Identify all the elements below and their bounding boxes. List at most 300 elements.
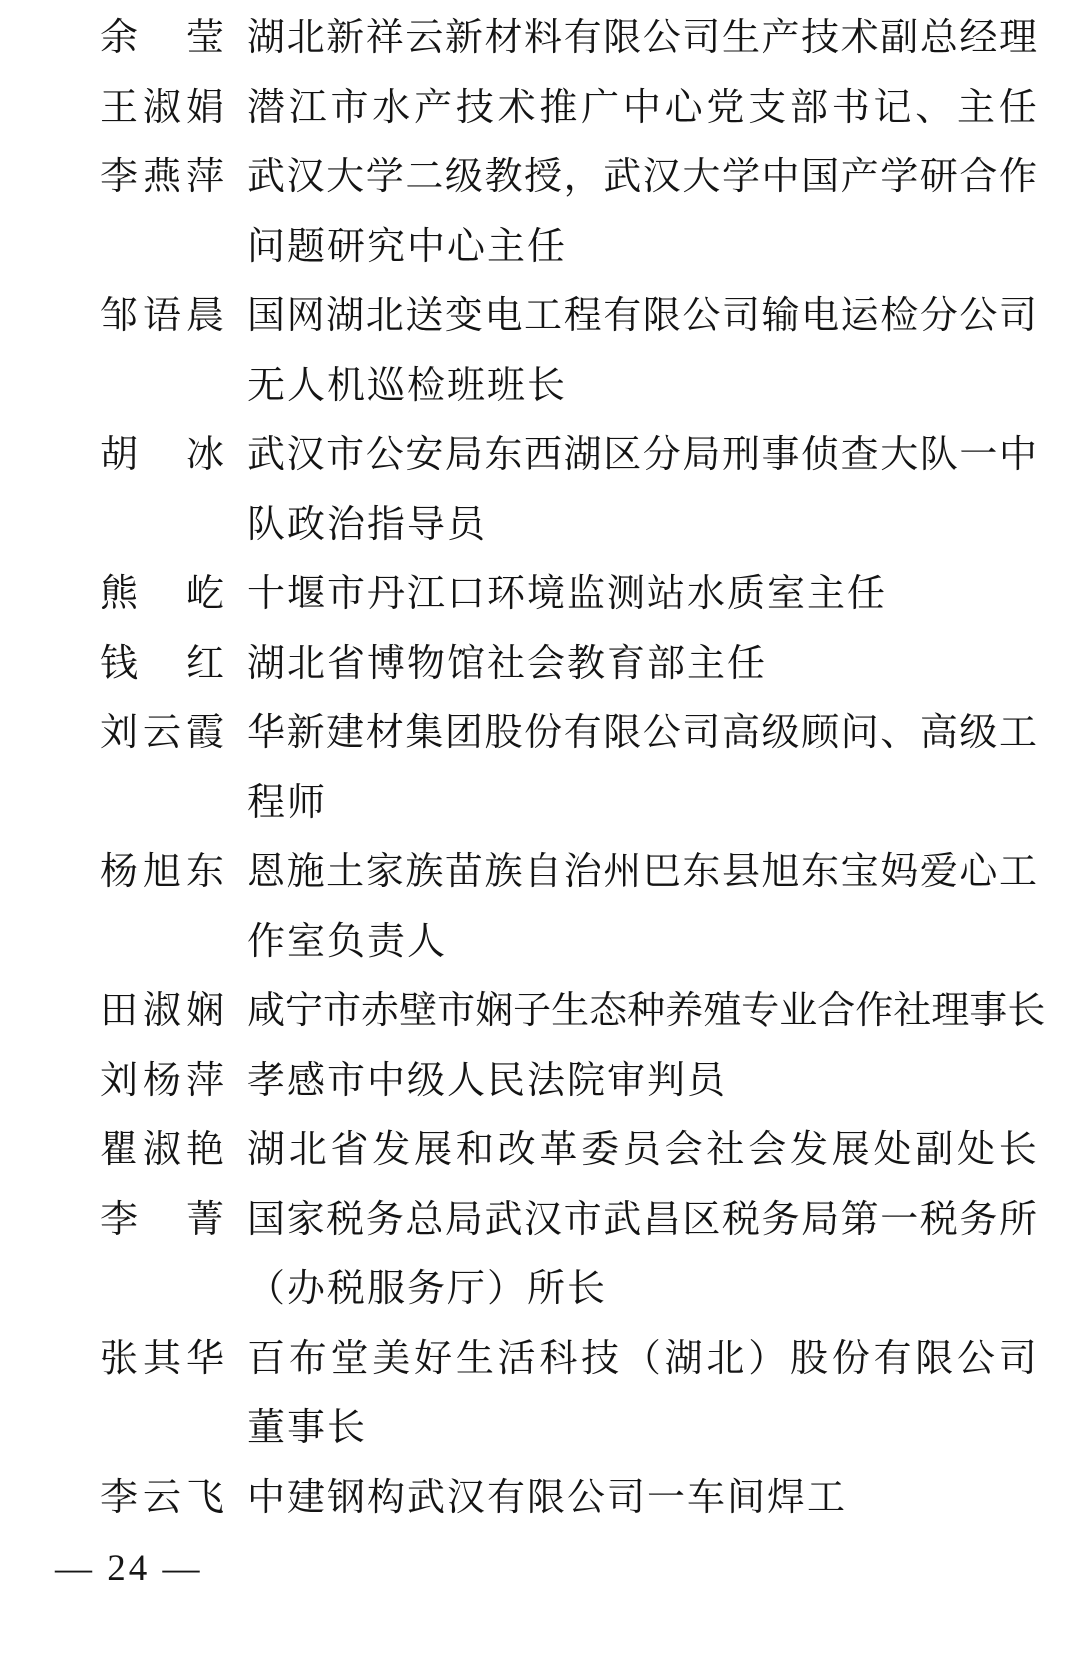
list-item (0, 977, 1080, 1047)
title-char: 族 (484, 851, 523, 893)
title-char: 产 (761, 17, 800, 59)
title-char: 潜 (247, 86, 286, 129)
title-line: 孝感市中级人民法院审判员 (247, 1059, 728, 1102)
title-char: 改 (497, 1129, 536, 1171)
title-char: 限 (603, 712, 642, 754)
title-char: 级 (761, 712, 800, 754)
title-char: 区 (603, 434, 642, 476)
person-name (100, 699, 224, 769)
title-char: 副 (915, 1129, 954, 1171)
title-line: 湖北省博物馆社会教育部主任 (247, 642, 768, 685)
title-char: 汉 (642, 156, 681, 198)
title-char: 查 (840, 434, 879, 476)
title-char: 土 (326, 851, 365, 893)
name-char: 王 (100, 86, 139, 129)
title-char: 产 (414, 86, 453, 129)
title-char: 新 (444, 17, 483, 59)
title-line: 队政治指导员 (247, 503, 488, 546)
title-char: 壁 (399, 990, 438, 1032)
person-name (100, 838, 224, 908)
title-line: 程师 (247, 781, 328, 824)
person-name (100, 1464, 224, 1534)
title-char: 东 (801, 851, 840, 893)
title-line (247, 699, 1037, 769)
title-char: 务 (959, 1198, 998, 1241)
name-char: 飞 (185, 1476, 224, 1519)
person-title (247, 282, 1047, 421)
title-line: 问题研究中心主任 (247, 225, 568, 268)
title-char: 税 (326, 1198, 365, 1241)
title-char: 大 (682, 156, 721, 198)
name-char: 瞿 (100, 1129, 139, 1171)
title-char: 、 (915, 86, 954, 129)
title-line (247, 1325, 1037, 1395)
title-char: 长 (1007, 990, 1046, 1032)
title-char: 心 (664, 86, 703, 129)
title-char: ， (563, 156, 602, 198)
title-char: 湖 (247, 17, 286, 59)
title-char: 局 (444, 1198, 483, 1241)
title-char: 展 (831, 1129, 870, 1171)
name-char: 熊 (100, 573, 139, 615)
person-name (100, 1047, 224, 1117)
title-char: 湖 (563, 434, 602, 476)
list-item (0, 4, 1080, 74)
name-char: 红 (185, 642, 224, 685)
name-char: 菁 (185, 1198, 224, 1241)
title-char: 新 (326, 17, 365, 59)
name-char: 冰 (185, 434, 224, 476)
title-line: 十堰市丹江口环境监测站水质室主任 (247, 573, 888, 615)
title-char: 书 (831, 86, 870, 129)
name-char: 淑 (142, 86, 181, 129)
title-char: 料 (524, 17, 563, 59)
title-char: 市 (437, 990, 476, 1032)
title-char: 公 (682, 295, 721, 337)
title-char: 送 (405, 295, 444, 337)
title-char: 份 (524, 712, 563, 754)
person-name (100, 977, 224, 1047)
title-char: 事 (969, 990, 1008, 1032)
title-char: 级 (444, 156, 483, 198)
title-char: 公 (642, 17, 681, 59)
name-char: 萍 (185, 1059, 224, 1102)
list-item (0, 1464, 1080, 1534)
title-char: 电 (484, 295, 523, 337)
name-char: 邹 (100, 295, 139, 337)
title-char: 爱 (919, 851, 958, 893)
title-char: 合 (959, 156, 998, 198)
title-char: 武 (603, 156, 642, 198)
title-char: 北 (706, 1337, 745, 1380)
title-char: 刑 (721, 434, 760, 476)
title-char: 社 (706, 1129, 745, 1171)
title-line (247, 4, 1037, 74)
title-char: 布 (288, 1337, 327, 1380)
title-char: 业 (779, 990, 818, 1032)
title-char: 司 (998, 1337, 1037, 1380)
title-char: 湖 (247, 1129, 286, 1171)
title-char: 支 (748, 86, 787, 129)
title-char: 输 (761, 295, 800, 337)
title-char: 态 (589, 990, 628, 1032)
title-char: 检 (880, 295, 919, 337)
title-line (247, 421, 1037, 491)
title-char: 西 (524, 434, 563, 476)
title-char: 昌 (642, 1198, 681, 1241)
title-char: 武 (484, 1198, 523, 1241)
title-char: 国 (247, 1198, 286, 1241)
title-char: 宝 (840, 851, 879, 893)
title-char: 分 (919, 295, 958, 337)
title-char: 队 (919, 434, 958, 476)
title-char: 种 (627, 990, 666, 1032)
title-char: 巴 (642, 851, 681, 893)
title-char: 集 (405, 712, 444, 754)
title-char: 云 (405, 17, 444, 59)
person-title (247, 74, 1047, 144)
title-char: 家 (365, 851, 404, 893)
title-char: 总 (405, 1198, 444, 1241)
title-line (247, 143, 1037, 213)
person-name (100, 143, 224, 213)
title-char: 授 (524, 156, 563, 198)
title-char: 大 (880, 434, 919, 476)
title-char: 术 (497, 86, 536, 129)
title-line (247, 977, 1046, 1047)
title-char: 好 (414, 1337, 453, 1380)
name-char: 余 (100, 17, 139, 59)
title-char: 北 (286, 17, 325, 59)
title-char: 祥 (365, 17, 404, 59)
title-line (247, 838, 1037, 908)
title-char: 处 (957, 1129, 996, 1171)
name-char: 胡 (100, 434, 139, 476)
title-char: 局 (682, 434, 721, 476)
person-name (100, 74, 224, 144)
name-char: 李 (100, 1476, 139, 1519)
person-name (100, 560, 224, 630)
name-char: 萍 (185, 156, 224, 198)
title-char: 网 (286, 295, 325, 337)
person-title (247, 630, 1047, 700)
title-char: 汉 (286, 434, 325, 476)
person-name (100, 4, 224, 74)
name-char: 刘 (100, 1059, 139, 1102)
name-char: 云 (142, 712, 181, 754)
person-name (100, 1186, 224, 1256)
title-char: 技 (801, 17, 840, 59)
list-item (0, 699, 1080, 838)
title-char: 区 (682, 1198, 721, 1241)
title-char: 股 (484, 712, 523, 754)
title-char: 公 (642, 712, 681, 754)
title-char: 市 (323, 990, 362, 1032)
title-char: 术 (840, 17, 879, 59)
title-char: 广 (581, 86, 620, 129)
title-char: 变 (444, 295, 483, 337)
title-char: 武 (603, 1198, 642, 1241)
name-char: 钱 (100, 642, 139, 685)
title-char: 咸 (247, 990, 286, 1032)
title-char: 技 (455, 86, 494, 129)
title-char: 市 (563, 1198, 602, 1241)
person-name (100, 282, 224, 352)
title-char: 司 (682, 17, 721, 59)
title-char: 堂 (330, 1337, 369, 1380)
title-char: 合 (817, 990, 856, 1032)
title-char: 推 (539, 86, 578, 129)
title-char: 限 (642, 295, 681, 337)
title-char: 作 (998, 156, 1037, 198)
title-char: ） (748, 1337, 787, 1380)
name-char: 屹 (185, 573, 224, 615)
title-char: 经 (959, 17, 998, 59)
title-char: 二 (405, 156, 444, 198)
title-char: 主 (957, 86, 996, 129)
title-char: 武 (247, 434, 286, 476)
title-char: 治 (563, 851, 602, 893)
name-char: 莹 (185, 17, 224, 59)
title-char: 一 (959, 434, 998, 476)
title-char: 安 (405, 434, 444, 476)
title-char: 教 (484, 156, 523, 198)
title-char: 限 (603, 17, 642, 59)
list-item (0, 560, 1080, 630)
title-char: 新 (286, 712, 325, 754)
person-title (247, 977, 1047, 1047)
title-char: 税 (919, 1198, 958, 1241)
title-char: 有 (873, 1337, 912, 1380)
title-char: 分 (642, 434, 681, 476)
title-char: 心 (959, 851, 998, 893)
title-char: 子 (513, 990, 552, 1032)
person-title (247, 560, 1047, 630)
name-char: 杨 (100, 851, 139, 893)
title-char: 股 (789, 1337, 828, 1380)
title-char: 委 (581, 1129, 620, 1171)
name-char: 语 (142, 295, 181, 337)
title-char: 学 (880, 156, 919, 198)
person-title (247, 143, 1047, 282)
title-char: 税 (721, 1198, 760, 1241)
name-char: 华 (185, 1337, 224, 1380)
title-char: 百 (247, 1337, 286, 1380)
title-char: 公 (957, 1337, 996, 1380)
title-char: 会 (748, 1129, 787, 1171)
person-title (247, 1047, 1047, 1117)
title-char: 有 (563, 17, 602, 59)
title-line: 董事长 (247, 1407, 368, 1449)
title-char: 理 (931, 990, 970, 1032)
title-char: 生 (721, 17, 760, 59)
honor-roll-list (0, 4, 1080, 1533)
name-char: 杨 (142, 1059, 181, 1102)
title-char: 国 (247, 295, 286, 337)
person-title (247, 699, 1047, 838)
title-char: 员 (622, 1129, 661, 1171)
title-char: 研 (919, 156, 958, 198)
title-char: 大 (326, 156, 365, 198)
title-char: 工 (998, 712, 1037, 754)
person-title (247, 1325, 1047, 1464)
title-char: 事 (761, 434, 800, 476)
list-item (0, 838, 1080, 977)
title-char: 团 (444, 712, 483, 754)
title-char: 旭 (761, 851, 800, 893)
name-char: 李 (100, 156, 139, 198)
person-title (247, 4, 1047, 74)
person-name (100, 1325, 224, 1395)
title-char: 侦 (801, 434, 840, 476)
title-line: （办税服务厅）所长 (247, 1268, 608, 1310)
title-char: 有 (603, 295, 642, 337)
title-char: 高 (919, 712, 958, 754)
name-char: 其 (142, 1337, 181, 1380)
title-char: 党 (706, 86, 745, 129)
name-char: 云 (142, 1476, 181, 1519)
title-line (247, 74, 1037, 144)
title-char: 司 (682, 712, 721, 754)
name-char: 东 (185, 851, 224, 893)
title-line (247, 1116, 1037, 1186)
title-char: 务 (761, 1198, 800, 1241)
title-char: 材 (365, 712, 404, 754)
title-char: 自 (524, 851, 563, 893)
title-char: 副 (880, 17, 919, 59)
title-char: 省 (330, 1129, 369, 1171)
title-char: （ (622, 1337, 661, 1380)
title-char: 务 (365, 1198, 404, 1241)
title-char: 娴 (475, 990, 514, 1032)
list-item (0, 1116, 1080, 1186)
title-char: 作 (855, 990, 894, 1032)
title-char: 中 (622, 86, 661, 129)
title-char: 武 (247, 156, 286, 198)
name-char: 晨 (185, 295, 224, 337)
name-char: 张 (100, 1337, 139, 1380)
title-char: 建 (326, 712, 365, 754)
title-char: 湖 (326, 295, 365, 337)
title-line (247, 1186, 1037, 1256)
title-char: 第 (840, 1198, 879, 1241)
title-char: 族 (405, 851, 444, 893)
title-char: 赤 (361, 990, 400, 1032)
name-char: 霞 (185, 712, 224, 754)
person-title (247, 838, 1047, 977)
title-char: 活 (497, 1337, 536, 1380)
title-char: 顾 (801, 712, 840, 754)
title-char: 殖 (703, 990, 742, 1032)
title-char: 中 (998, 434, 1037, 476)
title-char: 江 (288, 86, 327, 129)
title-char: 高 (721, 712, 760, 754)
title-char: 施 (286, 851, 325, 893)
name-char: 田 (100, 990, 139, 1032)
list-item (0, 1186, 1080, 1325)
title-char: 养 (665, 990, 704, 1032)
name-char: 旭 (142, 851, 181, 893)
title-line: 中建钢构武汉有限公司一车间焊工 (247, 1476, 848, 1519)
title-char: 公 (365, 434, 404, 476)
title-char: 局 (444, 434, 483, 476)
title-char: 限 (915, 1337, 954, 1380)
title-char: 有 (563, 712, 602, 754)
title-line (247, 282, 1037, 352)
title-char: 恩 (247, 851, 286, 893)
title-char: 科 (539, 1337, 578, 1380)
title-char: 运 (840, 295, 879, 337)
title-char: 革 (539, 1129, 578, 1171)
title-char: 北 (365, 295, 404, 337)
title-char: 产 (840, 156, 879, 198)
title-char: 技 (581, 1337, 620, 1380)
person-title (247, 421, 1047, 560)
name-char: 刘 (100, 712, 139, 754)
list-item (0, 421, 1080, 560)
title-char: 县 (721, 851, 760, 893)
title-char: 专 (741, 990, 780, 1032)
list-item (0, 630, 1080, 700)
title-char: 苗 (444, 851, 483, 893)
title-char: 局 (801, 1198, 840, 1241)
title-char: 司 (998, 295, 1037, 337)
person-title (247, 1464, 1047, 1534)
title-char: 市 (330, 86, 369, 129)
title-char: 处 (873, 1129, 912, 1171)
title-char: 湖 (664, 1337, 703, 1380)
title-char: 任 (998, 86, 1037, 129)
title-char: 宁 (285, 990, 324, 1032)
title-char: 美 (372, 1337, 411, 1380)
title-char: 份 (831, 1337, 870, 1380)
title-char: 程 (563, 295, 602, 337)
title-char: 公 (959, 295, 998, 337)
list-item (0, 74, 1080, 144)
title-char: 水 (372, 86, 411, 129)
title-char: 长 (998, 1129, 1037, 1171)
title-char: 生 (455, 1337, 494, 1380)
title-char: 家 (286, 1198, 325, 1241)
title-char: 所 (998, 1198, 1037, 1241)
title-char: 州 (603, 851, 642, 893)
list-item (0, 1325, 1080, 1464)
title-char: 学 (365, 156, 404, 198)
name-char: 淑 (142, 1129, 181, 1171)
person-title (247, 1186, 1047, 1325)
title-char: 中 (761, 156, 800, 198)
name-char: 淑 (142, 990, 181, 1032)
page-number: — 24 — (55, 1548, 203, 1589)
name-char: 娟 (185, 86, 224, 129)
person-name (100, 1116, 224, 1186)
name-char: 燕 (142, 156, 181, 198)
title-char: 市 (326, 434, 365, 476)
name-char: 艳 (185, 1129, 224, 1171)
title-char: 、 (880, 712, 919, 754)
title-char: 学 (721, 156, 760, 198)
name-char: 娴 (185, 990, 224, 1032)
title-char: 社 (893, 990, 932, 1032)
title-char: 电 (801, 295, 840, 337)
title-char: 问 (840, 712, 879, 754)
person-name (100, 421, 224, 491)
title-char: 北 (288, 1129, 327, 1171)
title-char: 汉 (524, 1198, 563, 1241)
title-char: 部 (789, 86, 828, 129)
title-line: 无人机巡检班班长 (247, 364, 568, 407)
title-line: 作室负责人 (247, 920, 448, 963)
